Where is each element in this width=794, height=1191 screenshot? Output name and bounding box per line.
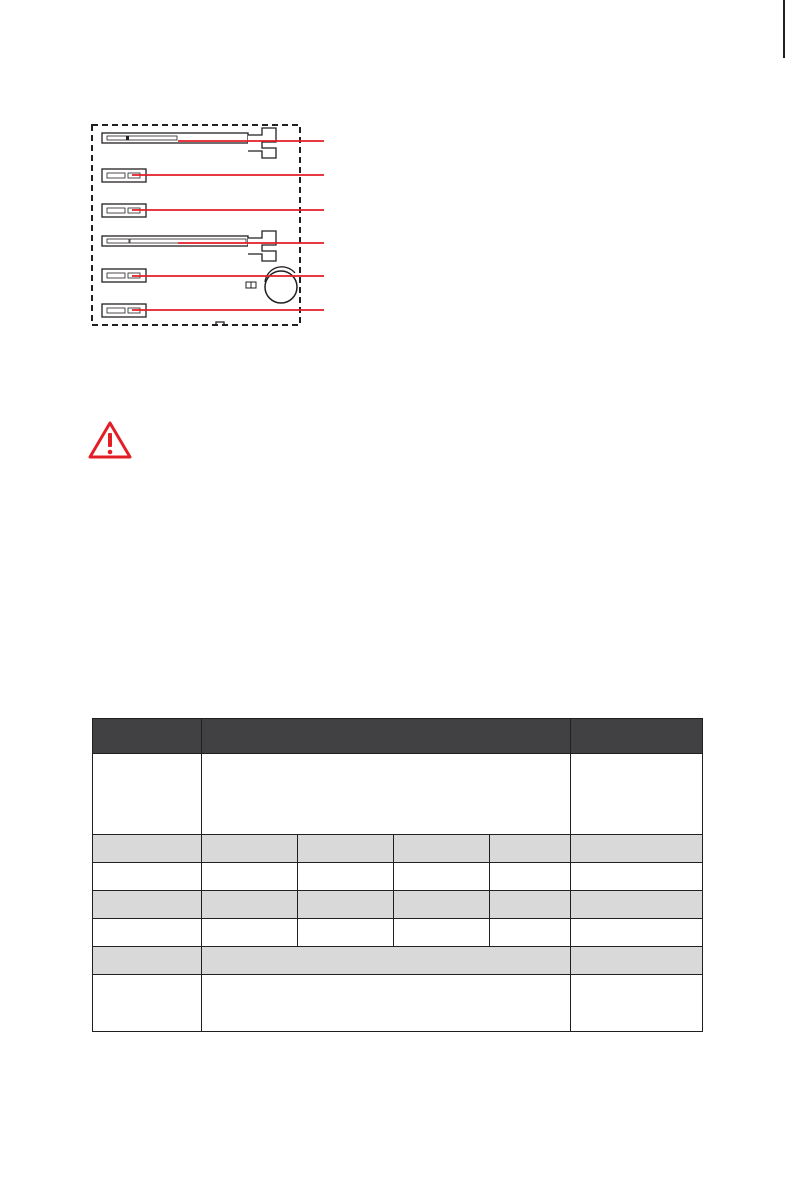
table-row: [93, 919, 703, 947]
table-cell: [93, 947, 202, 975]
specification-table: [92, 718, 703, 1032]
table-row: [93, 947, 703, 975]
table-header-cell: [571, 719, 703, 754]
pcie-slots-diagram: [88, 122, 328, 332]
pcie-x16-slot-4: [102, 231, 276, 261]
table-row: [93, 835, 703, 863]
pcie-slots-svg: [88, 122, 328, 332]
table-cell: [394, 835, 490, 863]
table-cell: [571, 975, 703, 1032]
table-cell: [202, 891, 298, 919]
table-cell: [490, 835, 571, 863]
table-cell: [202, 835, 298, 863]
table-cell: [490, 919, 571, 947]
table-cell: [394, 891, 490, 919]
table-cell: [202, 947, 571, 975]
table-cell: [571, 947, 703, 975]
table-cell: [93, 754, 202, 835]
table-cell: [93, 891, 202, 919]
table-cell: [93, 919, 202, 947]
table-header-cell: [202, 719, 571, 754]
table-cell: [298, 891, 394, 919]
table-cell: [202, 975, 571, 1032]
table-row: [93, 754, 703, 835]
table-cell: [394, 863, 490, 891]
warning-triangle-icon: [88, 421, 132, 459]
table-cell: [571, 754, 703, 835]
table-cell: [202, 919, 298, 947]
table-cell: [298, 835, 394, 863]
table-cell: [93, 975, 202, 1032]
table-cell: [571, 863, 703, 891]
table-row: [93, 891, 703, 919]
cmos-battery-icon: [246, 267, 297, 303]
page-edge-rule: [783, 0, 785, 58]
table-cell: [490, 891, 571, 919]
table-cell: [202, 754, 571, 835]
table-cell: [93, 863, 202, 891]
table-cell: [571, 891, 703, 919]
table-cell: [571, 919, 703, 947]
table-row: [93, 863, 703, 891]
table-cell: [490, 863, 571, 891]
table-header-cell: [93, 719, 202, 754]
table-cell: [298, 863, 394, 891]
table-header-row: [93, 719, 703, 754]
table-cell: [394, 919, 490, 947]
table-row: [93, 975, 703, 1032]
table-cell: [298, 919, 394, 947]
table-cell: [93, 835, 202, 863]
table-cell: [202, 863, 298, 891]
pcie-x16-slot-1: [102, 128, 276, 158]
table-cell: [571, 835, 703, 863]
